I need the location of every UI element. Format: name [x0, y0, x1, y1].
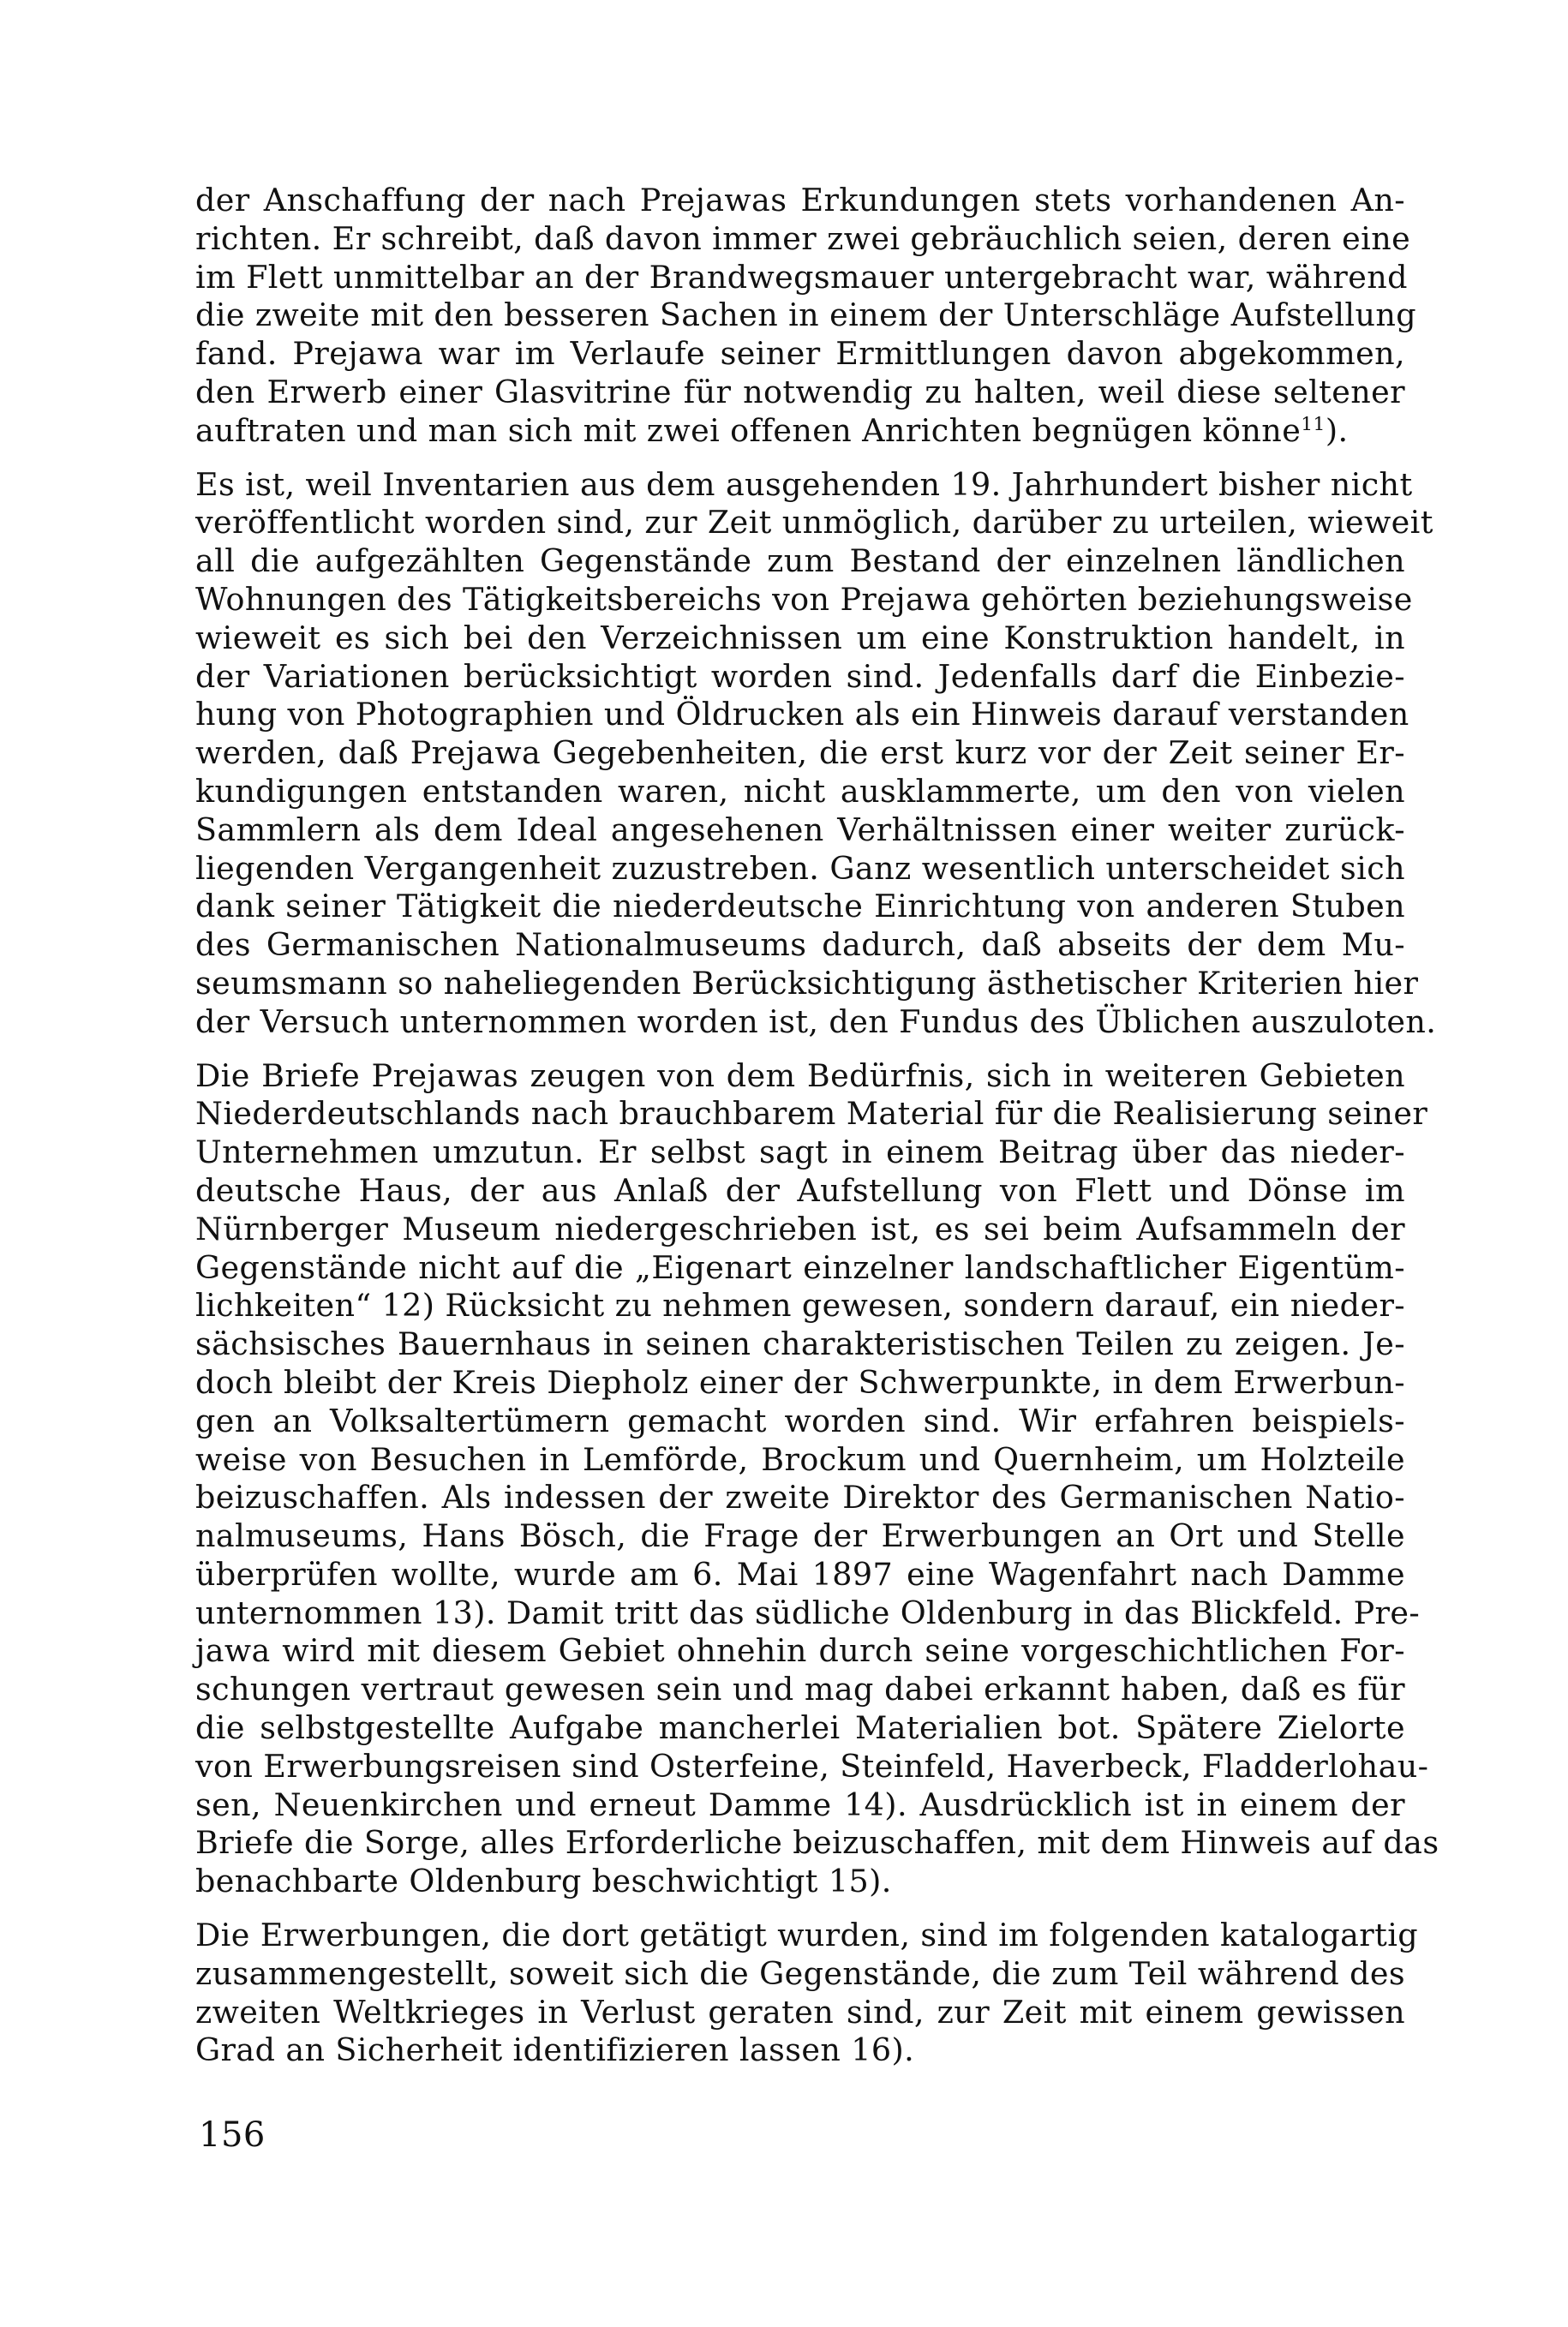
text-line: hung von Photographien und Öldrucken als ein Hinweis darauf verstanden	[195, 696, 1409, 733]
text-line: Die Erwerbungen, die dort getätigt wurden, sind im folgenden katalogartig	[195, 1917, 1419, 1954]
text-line: Grad an Sicherheit identifizieren lassen 16).	[195, 2031, 915, 2069]
text-line: benachbarte Oldenburg beschwichtigt 15).	[195, 1863, 892, 1900]
text-line: auftraten und man sich mit zwei offenen Anrichten begnügen könne	[195, 411, 1302, 449]
paragraph-3	[195, 1056, 1439, 1902]
text-line: nalmuseums, Hans Bösch, die Frage der Erwerbungen an Ort und Stelle	[195, 1517, 1405, 1555]
text-line: dank seiner Tätigkeit die niederdeutsche Einrichtung von anderen Stuben	[195, 888, 1405, 925]
text-line: Niederdeutschlands nach brauchbarem Material für die Realisierung seiner	[195, 1095, 1428, 1133]
text-line: kundigungen entstanden waren, nicht ausklammerte, um den von vielen	[195, 772, 1405, 810]
text-tail: ).	[1325, 411, 1349, 449]
text-line: fand. Prejawa war im Verlaufe seiner Ermittlungen davon abgekommen,	[195, 335, 1405, 373]
text-line: richten. Er schreibt, daß davon immer zwei gebräuchlich seien, deren eine	[195, 219, 1411, 257]
text-line: von Erwerbungsreisen sind Osterfeine, Steinfeld, Haverbeck, Fladderlohau-	[195, 1747, 1429, 1785]
text-line: Die Briefe Prejawas zeugen von dem Bedürfnis, sich in weiteren Gebieten	[195, 1056, 1405, 1094]
text-line: zusammengestellt, soweit sich die Gegenstände, die zum Teil während des	[195, 1954, 1405, 1992]
text-line: zweiten Weltkrieges in Verlust geraten sind, zur Zeit mit einem gewissen	[195, 1993, 1405, 2031]
text-line: die zweite mit den besseren Sachen in einem der Unterschläge Aufstellung	[195, 296, 1417, 334]
text-line: Wohnungen des Tätigkeitsbereichs von Prejawa gehörten beziehungsweise	[195, 580, 1413, 618]
text-line: beizuschaffen. Als indessen der zweite Direktor des Germanischen Natio-	[195, 1479, 1405, 1516]
text-line: weise von Besuchen in Lemförde, Brockum und Quernheim, um Holzteile	[195, 1440, 1405, 1478]
text-line: deutsche Haus, der aus Anlaß der Aufstellung von Flett und Dönse im	[195, 1171, 1405, 1209]
text-line: all die aufgezählten Gegenstände zum Bestand der einzelnen ländlichen	[195, 542, 1405, 580]
text-line: werden, daß Prejawa Gegebenheiten, die erst kurz vor der Zeit seiner Er-	[195, 734, 1405, 772]
text-line: der Versuch unternommen worden ist, den Fundus des Üblichen auszuloten.	[195, 1002, 1437, 1040]
paragraph-2	[195, 465, 1437, 1042]
text-line: der Variationen berücksichtigt worden sind. Jedenfalls darf die Einbezie-	[195, 657, 1405, 695]
text-line: veröffentlicht worden sind, zur Zeit unmöglich, darüber zu urteilen, wieweit	[195, 504, 1433, 541]
text-line: Es ist, weil Inventarien aus dem ausgehenden 19. Jahrhundert bisher nicht	[195, 465, 1413, 503]
text-line: sen, Neuenkirchen und erneut Damme 14). Ausdrücklich ist in einem der	[195, 1786, 1405, 1823]
text-line: seumsmann so naheliegenden Berücksichtigung ästhetischer Kriterien hier	[195, 964, 1419, 1002]
text-line: Gegenstände nicht auf die „Eigenart einzelner landschaftlicher Eigentüm-	[195, 1248, 1405, 1286]
text-line: die selbstgestellte Aufgabe mancherlei Materialien bot. Spätere Zielorte	[195, 1709, 1405, 1747]
text-line: Sammlern als dem Ideal angesehenen Verhältnissen einer weiter zurück-	[195, 811, 1405, 848]
paragraph-1	[195, 182, 1417, 451]
text-line: Unternehmen umzutun. Er selbst sagt in einem Beitrag über das nieder-	[195, 1134, 1405, 1171]
footnote-marker: 11	[1301, 413, 1326, 435]
text-line: Nürnberger Museum niedergeschrieben ist, es sei beim Aufsammeln der	[195, 1210, 1405, 1247]
text-line: Briefe die Sorge, alles Erforderliche beizuschaffen, mit dem Hinweis auf das	[195, 1824, 1439, 1862]
body-text	[195, 182, 1439, 2085]
page-number: 156	[199, 2115, 266, 2155]
text-line: doch bleibt der Kreis Diepholz einer der Schwerpunkte, in dem Erwerbun-	[195, 1363, 1405, 1401]
text-line: jawa wird mit diesem Gebiet ohnehin durch seine vorgeschichtlichen For-	[195, 1632, 1405, 1670]
text-line: schungen vertraut gewesen sein und mag dabei erkannt haben, daß es für	[195, 1671, 1405, 1708]
text-line: unternommen 13). Damit tritt das südliche Oldenburg in das Blickfeld. Pre-	[195, 1594, 1421, 1631]
text-line: wieweit es sich bei den Verzeichnissen um eine Konstruktion handelt, in	[195, 619, 1405, 656]
text-line: liegenden Vergangenheit zuzustreben. Ganz wesentlich unterscheidet sich	[195, 849, 1405, 887]
paragraph-4	[195, 1917, 1419, 2070]
text-line: im Flett unmittelbar an der Brandwegsmauer untergebracht war, während	[195, 258, 1408, 296]
text-line: der Anschaffung der nach Prejawas Erkundungen stets vorhandenen An-	[195, 182, 1405, 218]
text-line: des Germanischen Nationalmuseums dadurch, daß abseits der dem Mu-	[195, 926, 1405, 964]
text-line: überprüfen wollte, wurde am 6. Mai 1897 eine Wagenfahrt nach Damme	[195, 1555, 1405, 1593]
text-line: sächsisches Bauernhaus in seinen charakteristischen Teilen zu zeigen. Je-	[195, 1325, 1405, 1363]
text-line-with-footnote	[195, 412, 1405, 451]
text-line: gen an Volksaltertümern gemacht worden sind. Wir erfahren beispiels-	[195, 1402, 1405, 1439]
text-line: lichkeiten“ 12) Rücksicht zu nehmen gewesen, sondern darauf, ein nieder-	[195, 1287, 1406, 1325]
text-line: den Erwerb einer Glasvitrine für notwendig zu halten, weil diese seltener	[195, 373, 1405, 410]
